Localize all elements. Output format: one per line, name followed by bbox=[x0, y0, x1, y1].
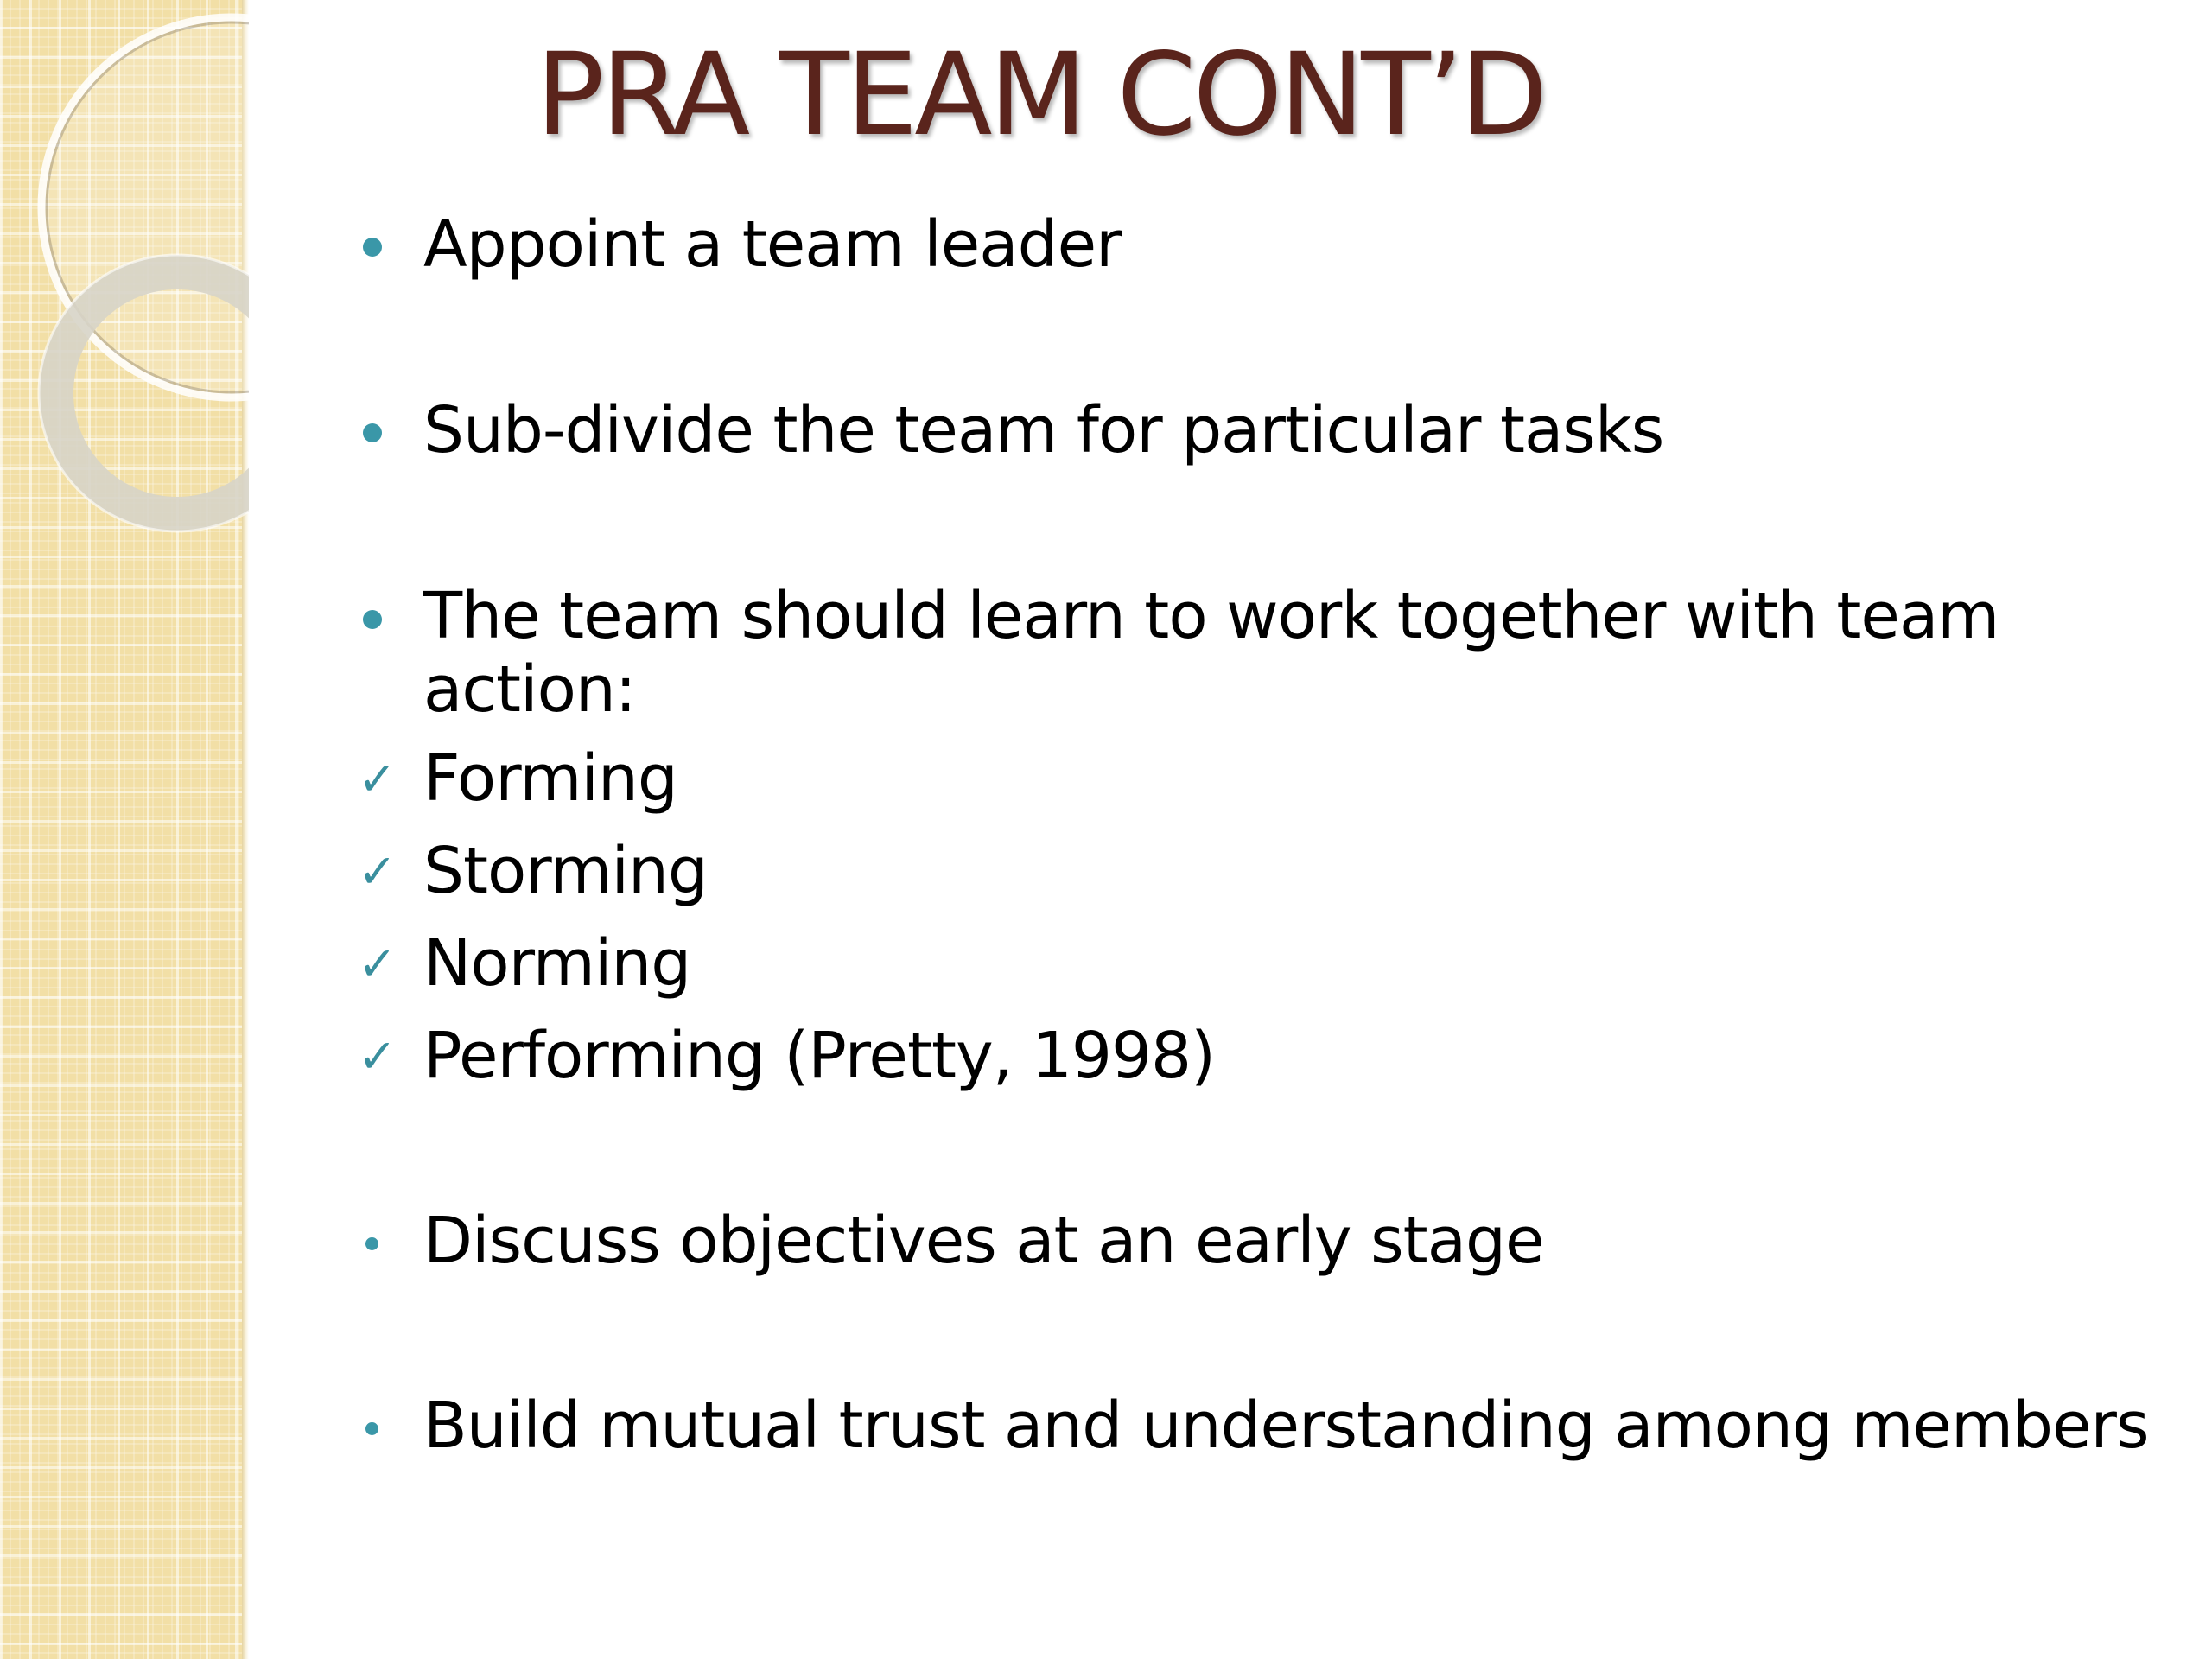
bullet-dot-icon bbox=[363, 610, 382, 629]
check-item-storming: Storming bbox=[423, 834, 708, 908]
bullet-dot-icon bbox=[363, 238, 382, 257]
bullet-appoint-leader: Appoint a team leader bbox=[423, 207, 1122, 282]
check-item-norming: Norming bbox=[423, 926, 691, 1001]
bullet-build-trust: Build mutual trust and understanding among members bbox=[423, 1389, 2149, 1463]
bullet-discuss-objectives: Discuss objectives at an early stage bbox=[423, 1204, 1544, 1278]
bullet-subdivide-team: Sub-divide the team for particular tasks bbox=[423, 393, 1664, 467]
bullet-work-together-line-2: action: bbox=[423, 652, 636, 727]
checkmark-icon: ✓ bbox=[358, 937, 397, 991]
checkmark-icon: ✓ bbox=[358, 752, 397, 806]
check-item-performing: Performing (Pretty, 1998) bbox=[423, 1019, 1216, 1093]
bullet-dot-icon bbox=[363, 423, 382, 442]
bullet-dot-icon bbox=[365, 1422, 378, 1435]
bullet-dot-icon bbox=[365, 1237, 378, 1250]
checkmark-icon: ✓ bbox=[358, 1029, 397, 1084]
slide-title: PRA TEAM CONT’D bbox=[536, 29, 1545, 162]
checkmark-icon: ✓ bbox=[358, 844, 397, 899]
decorative-rings bbox=[0, 0, 249, 553]
check-item-forming: Forming bbox=[423, 741, 677, 816]
bullet-work-together-line-1: The team should learn to work together with team bbox=[423, 579, 1999, 653]
